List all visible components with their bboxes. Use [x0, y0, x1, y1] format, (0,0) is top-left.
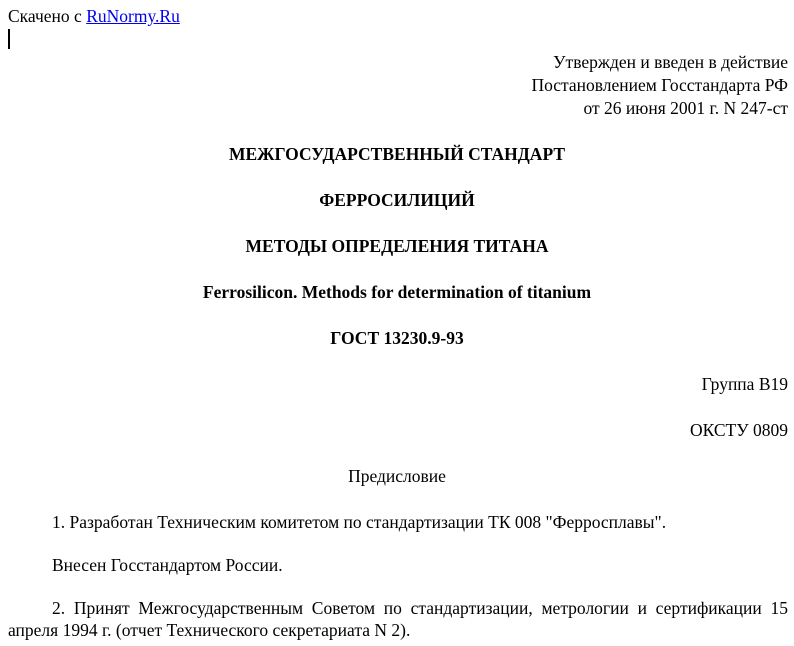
source-prefix: Скачено с	[8, 6, 82, 26]
approval-line-2: Постановлением Госстандарта РФ	[531, 75, 788, 95]
standard-code: ГОСТ 13230.9-93	[330, 328, 464, 348]
foreword-paragraph-1: 1. Разработан Техническим комитетом по стандартизации ТК 008 "Ферросплавы".	[52, 512, 667, 532]
standard-title: ФЕРРОСИЛИЦИЙ	[319, 190, 475, 210]
foreword-title: Предисловие	[348, 466, 446, 486]
approval-line-1: Утвержден и введен в действие	[553, 52, 788, 72]
source-link[interactable]: RuNormy.Ru	[86, 6, 180, 26]
group-label: Группа В19	[701, 374, 788, 394]
english-title: Ferrosilicon. Methods for determination of titanium	[202, 282, 592, 302]
foreword-paragraph-2: Внесен Госстандартом России.	[52, 555, 283, 575]
foreword-paragraph-3: 2. Принят Межгосударственным Советом по стандартизации, метрологии и сертификации 15 апреля 1994 г. (отчет Технического секретариата N 2).	[8, 598, 788, 640]
standard-kind-heading: МЕЖГОСУДАРСТВЕННЫЙ СТАНДАРТ	[228, 144, 566, 164]
standard-subtitle: МЕТОДЫ ОПРЕДЕЛЕНИЯ ТИТАНА	[245, 236, 549, 256]
approval-line-3: от 26 июня 2001 г. N 247-ст	[583, 98, 788, 118]
text-cursor	[8, 29, 10, 49]
okstu-label: ОКСТУ 0809	[689, 420, 788, 440]
source-line	[8, 5, 180, 27]
